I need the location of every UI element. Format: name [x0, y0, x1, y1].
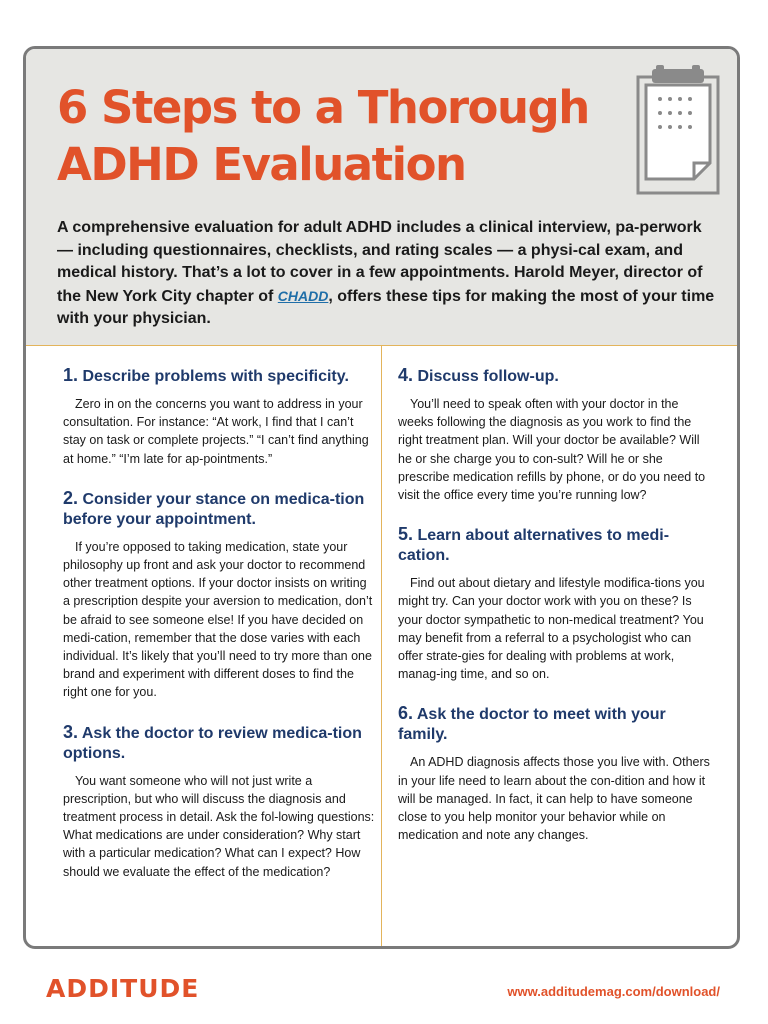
step-body: An ADHD diagnosis affects those you live with. Others in your life need to learn about the con-dition and how it will be managed. In fact, it can help to have someone close to you help monitor your behavior while on medication and note any changes.: [398, 755, 710, 843]
step-3: [63, 722, 375, 881]
handout-card: [23, 46, 740, 949]
step-number: 5.: [398, 524, 414, 545]
column-divider: [381, 345, 382, 949]
step-body: Find out about dietary and lifestyle modifica-tions you might try. Can your doctor work with you on these? Is your doctor sympathetic to non-medical treatment? You may benefit from a referral to a psychologist who can offer strate-gies for dealing with problems at work, manag-ing time, and so on.: [398, 576, 705, 682]
chadd-link[interactable]: CHADD: [277, 287, 329, 304]
step-body: You want someone who will not just write a prescription, but who will discuss the diagnosis and treatment process in detail. Ask the fol-lowing questions: What medications are under consideration? Why start with a particular medication? What can I expect? How should we evaluate the effect of the medication?: [63, 773, 375, 879]
step-number: 4.: [398, 365, 414, 385]
step-4: [398, 365, 716, 504]
left-column: [63, 365, 375, 901]
step-title: Ask the doctor to meet with your family.: [398, 706, 666, 744]
step-title: Consider your stance on medica-tion before your appointment.: [63, 490, 365, 528]
step-heading: [63, 722, 375, 764]
step-5: [398, 524, 716, 683]
step-title: Ask the doctor to review medica-tion options.: [63, 724, 362, 762]
step-number: 1.: [63, 365, 79, 385]
step-2: [63, 488, 375, 702]
step-title: Describe problems with specificity.: [78, 368, 349, 385]
clipboard-icon: [632, 63, 724, 199]
step-heading: [398, 524, 716, 566]
step-heading: [398, 365, 716, 387]
intro-text-start: A comprehensive evaluation for adult ADHD includes a clinical interview, pa-perwork — including questionnaires, checklists, and rating scales — a physi-cal exam, and medical history. That’s a lot to cover in a few appointments. Harold Meyer, director of the New York City chapter of: [57, 219, 703, 305]
step-6: [398, 703, 716, 844]
step-number: 3.: [63, 721, 79, 742]
step-heading: [63, 488, 375, 530]
additude-logo[interactable]: ADDITUDE: [46, 974, 200, 1003]
step-body: If you’re opposed to taking medication, state your philosophy up front and ask your doctor to recommend other treatment options. If your doctor insists on writing a prescription despite your aversion to medication, don’t be afraid to see someone else! If you have decided on medi-cation, remember that the dose varies with each individual. It’s likely that you’ll need to try more than one brand and experiment with different doses to find the right one for you.: [63, 539, 373, 700]
step-title: Discuss follow-up.: [413, 368, 559, 385]
step-heading: [398, 703, 716, 745]
title-line-2: ADHD Evaluation: [57, 138, 466, 191]
title-line-1: 6 Steps to a Thorough: [57, 81, 589, 134]
step-number: 6.: [398, 703, 414, 724]
right-column: [398, 365, 716, 864]
step-number: 2.: [63, 487, 79, 508]
step-heading: [63, 365, 375, 387]
header-panel: [26, 49, 737, 346]
step-1: [63, 365, 375, 468]
download-url-link[interactable]: www.additudemag.com/download/: [507, 984, 720, 999]
step-body: Zero in on the concerns you want to address in your consultation. For instance: “At work, I find that I can’t stay on task or complete projects.” “I can’t find anything at home.” “I’m late for ap-pointments.”: [63, 397, 369, 466]
page-title: [57, 79, 589, 193]
intro-paragraph: [57, 217, 717, 331]
step-title: Learn about alternatives to medi-cation.: [398, 527, 670, 565]
intro-text-end: , offers these tips for making the most of your time with your physician.: [57, 287, 715, 327]
step-body: You’ll need to speak often with your doctor in the weeks following the diagnosis as you work to find the right treatment plan. Will your doctor be available? Will he or she charge you to con-sult? Will he or she prescribe medication refills by phone, or do you need to visit the office every time you’re running low?: [398, 397, 706, 503]
